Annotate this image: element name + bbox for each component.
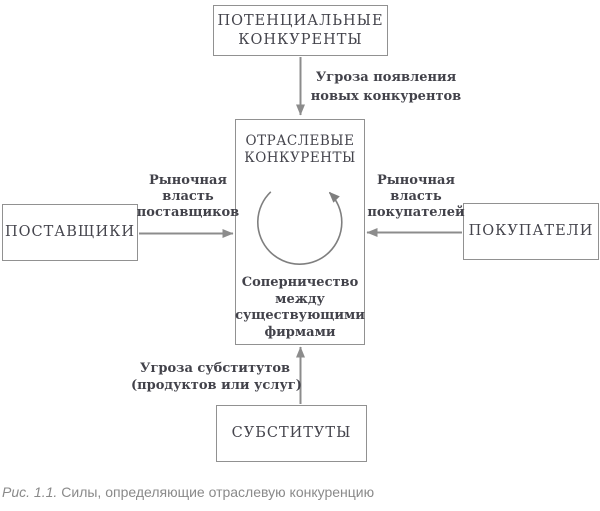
center-box-title: ОТРАСЛЕВЫЕ [245,133,355,149]
label-line: власть [162,189,214,204]
center-box-title: КОНКУРЕНТЫ [244,149,356,166]
rivalry-label: Соперничество [241,275,359,290]
label-line: новых конкурентов [310,89,462,104]
label-line: Угроза субститутов [139,361,291,376]
figure-caption [2,484,374,500]
label-supplier-power [132,173,244,221]
label-line: поставщиков [136,205,240,220]
box-label: КОНКУРЕНТЫ [238,31,363,48]
box-label: ПОКУПАТЕЛИ [468,223,594,239]
figure-caption-number: Рис. 1.1. [2,484,58,500]
box-industry-competitors [235,119,365,345]
box-substitutes [216,405,367,462]
box-label: ПОТЕНЦИАЛЬНЫЕ [217,12,384,29]
label-line: Рыночная [376,173,456,188]
circular-arrow-icon [245,170,355,270]
label-line: власть [390,189,442,204]
box-potential-competitors [213,5,388,56]
label-buyer-power [361,173,471,221]
label-line: (продуктов или услуг) [131,377,302,393]
rivalry-label: между [275,291,325,307]
box-label: ПОСТАВЩИКИ [5,224,135,240]
box-buyers [463,203,599,260]
label-line: Рыночная [148,173,228,188]
label-threat-substitutes [131,361,302,394]
label-threat-new-entrants [305,68,467,106]
label-line: Угроза появления [315,70,457,85]
box-suppliers [2,204,138,261]
label-line: покупателей [367,205,465,220]
rivalry-label: существующими [235,308,365,323]
rivalry-label: фирмами [264,324,336,340]
figure-caption-text: Силы, определяющие отраслевую конкуренцию [61,484,375,500]
box-label: СУБСТИТУТЫ [231,425,352,441]
